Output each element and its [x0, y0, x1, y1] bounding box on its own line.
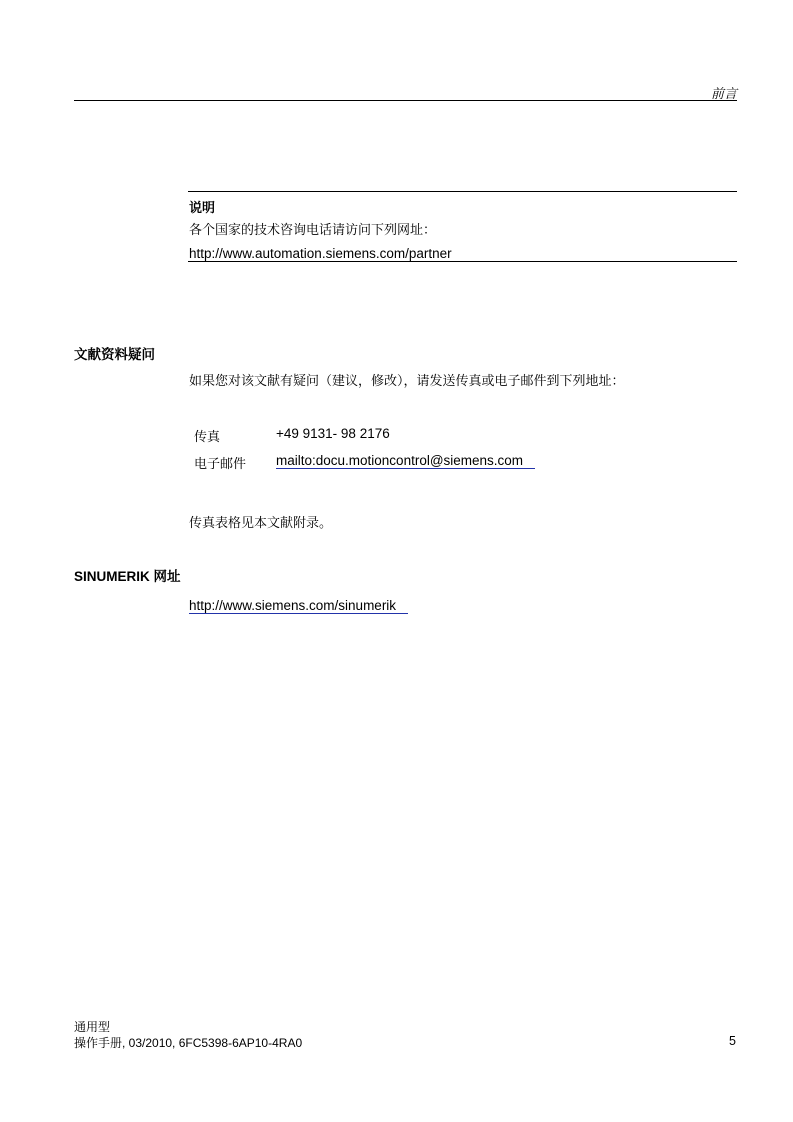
note-bottom-divider	[188, 261, 737, 262]
footer-line-1: 通用型	[74, 1020, 111, 1034]
page-header-title: 前言	[710, 87, 737, 102]
documentation-questions-footer: 传真表格见本文献附录。	[189, 516, 333, 531]
documentation-questions-heading: 文献资料疑问	[74, 347, 155, 362]
note-text: 各个国家的技术咨询电话请访问下列网址：	[189, 223, 437, 238]
email-label: 电子邮件	[194, 457, 247, 472]
note-heading: 说明	[189, 201, 216, 216]
note-top-divider	[188, 191, 737, 192]
sinumerik-link-wrapper	[189, 595, 408, 614]
note-link-wrapper	[189, 243, 464, 262]
email-link-wrapper	[276, 453, 535, 469]
header-divider	[74, 100, 737, 101]
partner-link[interactable]: http://www.automation.siemens.com/partner	[189, 246, 464, 262]
page-number: 5	[729, 1034, 736, 1048]
sinumerik-link[interactable]: http://www.siemens.com/sinumerik	[189, 598, 408, 614]
fax-label: 传真	[194, 430, 221, 445]
fax-number: +49 9131- 98 2176	[276, 426, 390, 441]
sinumerik-heading: SINUMERIK 网址	[74, 569, 181, 584]
documentation-questions-intro: 如果您对该文献有疑问（建议，修改），请发送传真或电子邮件到下列地址：	[189, 374, 625, 389]
email-link[interactable]: mailto:docu.motioncontrol@siemens.com	[276, 453, 535, 469]
footer-line-2: 操作手册, 03/2010, 6FC5398-6AP10-4RA0	[74, 1036, 303, 1050]
